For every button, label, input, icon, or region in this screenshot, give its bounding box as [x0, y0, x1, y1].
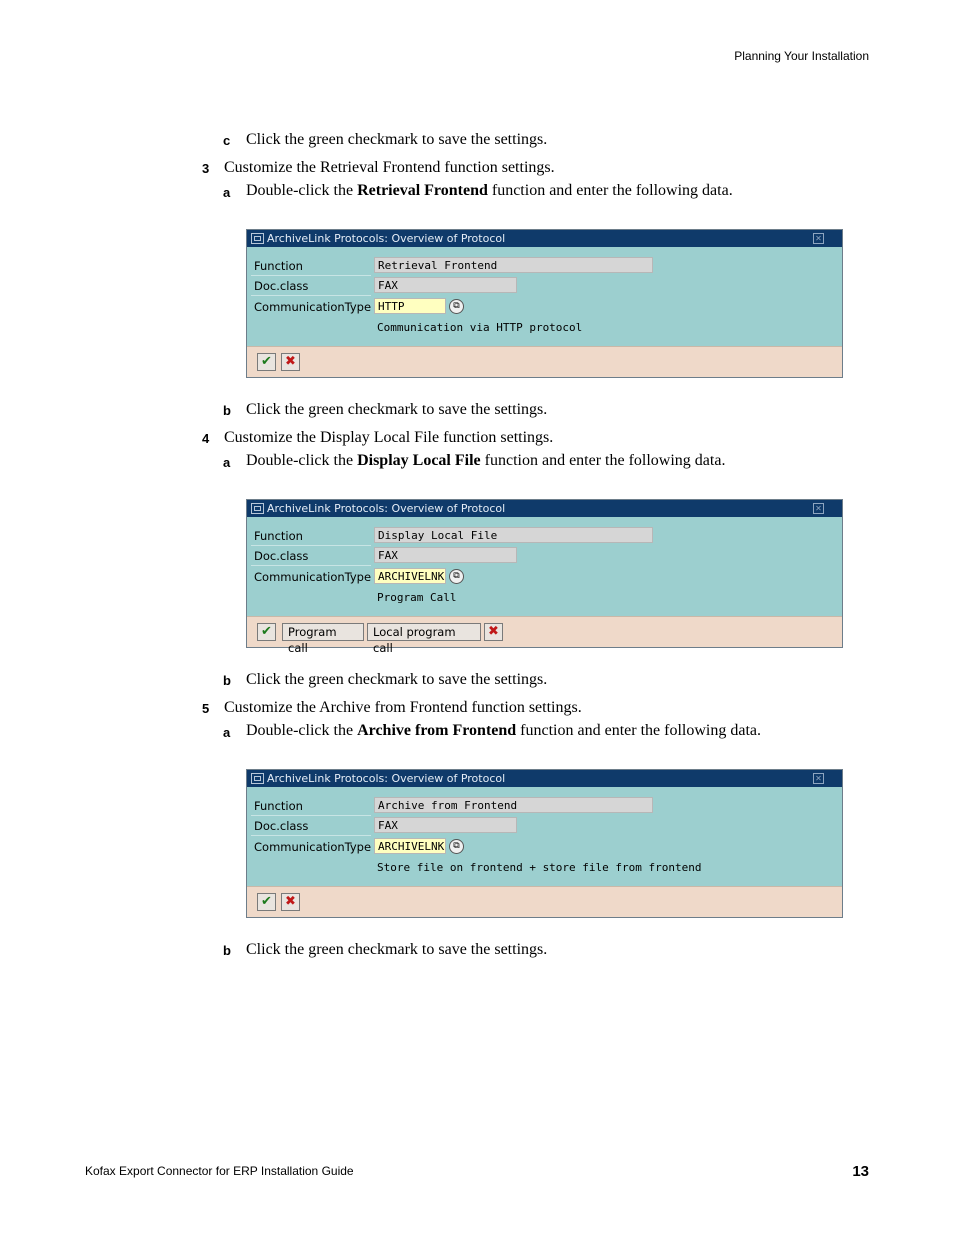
step-text: Customize the Display Local File function settings.: [224, 429, 554, 446]
dialog-title-bar: [247, 230, 842, 247]
window-icon: [251, 233, 264, 244]
commtype-label: CommunicationType: [254, 300, 372, 314]
close-icon[interactable]: ✕: [813, 773, 824, 784]
step-text: Double-click the Display Local File function and enter the following data.: [246, 452, 726, 469]
possible-entries-icon[interactable]: ⧉: [449, 299, 464, 314]
window-icon: [251, 503, 264, 514]
row-divider: [251, 275, 371, 276]
green-checkmark-icon[interactable]: ✔: [257, 353, 276, 371]
step-text: Customize the Archive from Frontend function settings.: [224, 699, 582, 716]
close-icon[interactable]: ✕: [813, 233, 824, 244]
function-field[interactable]: Retrieval Frontend: [374, 257, 653, 273]
function-field[interactable]: Display Local File: [374, 527, 653, 543]
green-checkmark-icon[interactable]: ✔: [257, 623, 276, 641]
step-text: Customize the Retrieval Frontend function settings.: [224, 159, 555, 176]
possible-entries-icon[interactable]: ⧉: [449, 839, 464, 854]
row-divider: [251, 545, 371, 546]
commtype-description: Communication via HTTP protocol: [377, 321, 583, 334]
step-marker: a: [223, 455, 231, 470]
function-field[interactable]: Archive from Frontend: [374, 797, 653, 813]
close-icon[interactable]: ✕: [813, 503, 824, 514]
step-text: Click the green checkmark to save the settings.: [246, 671, 548, 688]
archivelink-dialog-retrieval: [246, 229, 843, 378]
program-call-button[interactable]: Program call: [282, 623, 364, 641]
step-text: Click the green checkmark to save the settings.: [246, 131, 548, 148]
archivelink-dialog-display: [246, 499, 843, 655]
docclass-label: Doc.class: [254, 279, 309, 293]
dialog-title-bar: [247, 770, 842, 787]
dialog-toolbar: [247, 346, 842, 377]
archivelink-dialog-archive: [246, 769, 843, 918]
commtype-label: CommunicationType: [254, 570, 372, 584]
dialog-toolbar: [247, 886, 842, 917]
step-marker: c: [223, 133, 231, 148]
local-program-call-button[interactable]: Local program call: [367, 623, 481, 641]
docclass-field[interactable]: FAX: [374, 547, 517, 563]
dialog-title: ArchiveLink Protocols: Overview of Protocol: [267, 232, 506, 245]
dialog-toolbar: [247, 616, 842, 655]
row-divider: [251, 815, 371, 816]
docclass-label: Doc.class: [254, 819, 309, 833]
page-number: 13: [852, 1163, 869, 1180]
docclass-field[interactable]: FAX: [374, 817, 517, 833]
step-marker: b: [223, 943, 231, 958]
commtype-description: Program Call: [377, 591, 457, 604]
commtype-label: CommunicationType: [254, 840, 372, 854]
step-marker: b: [223, 673, 231, 688]
step-number: 3: [202, 161, 210, 176]
function-label: Function: [254, 259, 303, 273]
step-number: 4: [202, 431, 210, 446]
commtype-description: Store file on frontend + store file from frontend: [377, 861, 702, 874]
dialog-title: ArchiveLink Protocols: Overview of Protocol: [267, 772, 506, 785]
step-marker: a: [223, 725, 231, 740]
red-x-icon[interactable]: ✖: [281, 893, 300, 911]
red-x-icon[interactable]: ✖: [281, 353, 300, 371]
commtype-field[interactable]: ARCHIVELNK: [374, 568, 446, 584]
docclass-field[interactable]: FAX: [374, 277, 517, 293]
row-divider: [251, 295, 371, 296]
window-icon: [251, 773, 264, 784]
docclass-label: Doc.class: [254, 549, 309, 563]
step-number: 5: [202, 701, 210, 716]
row-divider: [251, 835, 371, 836]
step-text: Double-click the Retrieval Frontend function and enter the following data.: [246, 182, 733, 199]
step-marker: a: [223, 185, 231, 200]
commtype-field[interactable]: ARCHIVELNK: [374, 838, 446, 854]
function-label: Function: [254, 529, 303, 543]
step-text: Click the green checkmark to save the settings.: [246, 941, 548, 958]
red-x-icon[interactable]: ✖: [484, 623, 503, 641]
step-text: Double-click the Archive from Frontend function and enter the following data.: [246, 722, 761, 739]
step-text: Click the green checkmark to save the settings.: [246, 401, 548, 418]
commtype-field[interactable]: HTTP: [374, 298, 446, 314]
dialog-title: ArchiveLink Protocols: Overview of Protocol: [267, 502, 506, 515]
possible-entries-icon[interactable]: ⧉: [449, 569, 464, 584]
row-divider: [251, 565, 371, 566]
green-checkmark-icon[interactable]: ✔: [257, 893, 276, 911]
footer-guide-title: Kofax Export Connector for ERP Installation Guide: [85, 1164, 354, 1178]
function-label: Function: [254, 799, 303, 813]
step-marker: b: [223, 403, 231, 418]
page-header: Planning Your Installation: [734, 49, 869, 63]
dialog-title-bar: [247, 500, 842, 517]
